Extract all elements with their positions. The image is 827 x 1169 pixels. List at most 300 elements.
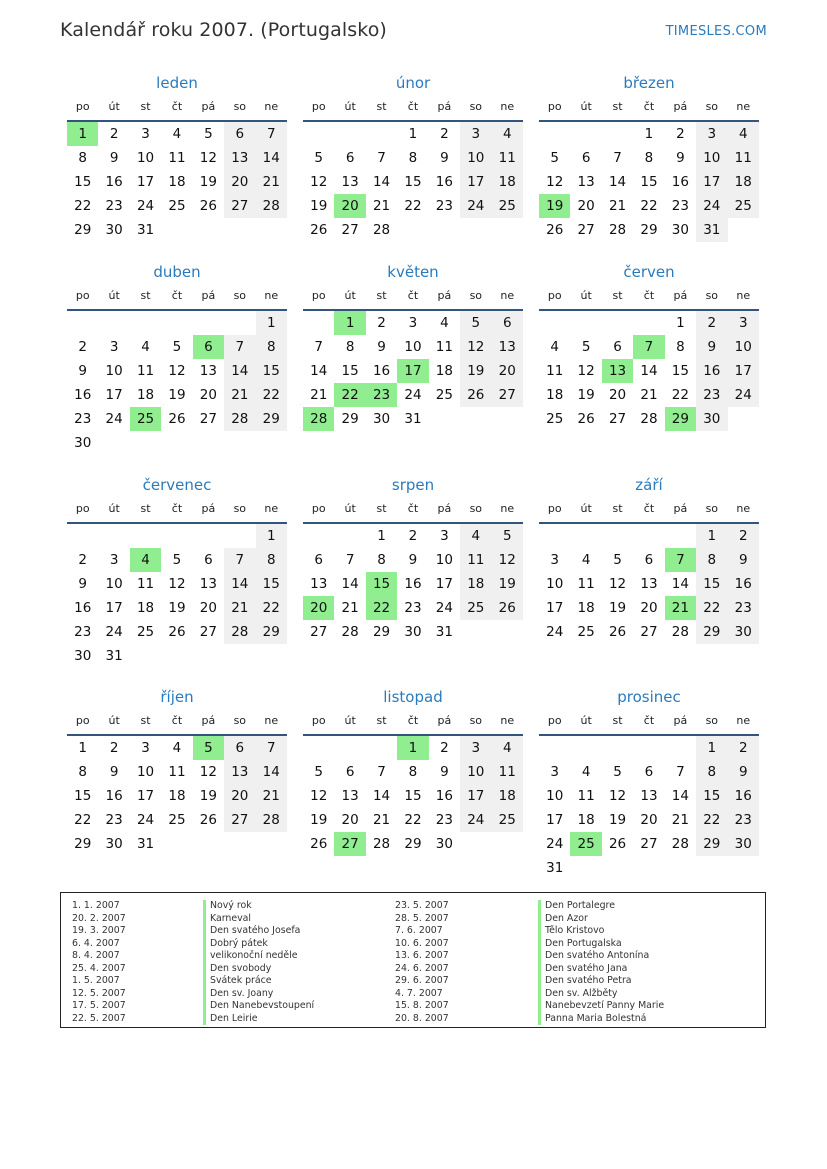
day-cell: 19 bbox=[608, 600, 627, 616]
day-cell: 24 bbox=[105, 411, 123, 427]
day-cell: 12 bbox=[608, 576, 627, 592]
day-cell: 13 bbox=[199, 363, 217, 379]
month-name: září bbox=[635, 476, 663, 494]
day-cell: 5 bbox=[581, 339, 591, 355]
day-cell: 5 bbox=[550, 150, 559, 166]
week-row bbox=[303, 524, 523, 548]
day-cell: 27 bbox=[199, 624, 217, 640]
weekday-label: ne bbox=[500, 502, 515, 515]
week-row bbox=[539, 548, 759, 572]
day-cell: 31 bbox=[105, 648, 123, 664]
weekday-label: út bbox=[108, 714, 120, 727]
week-row bbox=[303, 218, 523, 242]
empty-day-cell bbox=[334, 736, 365, 760]
empty-day-cell bbox=[193, 218, 224, 242]
weekday-label: po bbox=[311, 502, 326, 515]
day-cell: 16 bbox=[105, 174, 123, 190]
week-row bbox=[303, 311, 523, 335]
month-květen bbox=[303, 261, 523, 431]
day-cell: 1 bbox=[256, 524, 287, 548]
day-cell: 10 bbox=[546, 576, 564, 592]
day-cell: 20 bbox=[224, 170, 255, 194]
empty-day-cell bbox=[256, 431, 287, 455]
weekday-label: po bbox=[547, 502, 562, 515]
day-cell: 28 bbox=[341, 624, 359, 640]
day-cell: 11 bbox=[546, 363, 564, 379]
day-cell: 30 bbox=[728, 832, 759, 856]
empty-day-cell bbox=[633, 311, 664, 335]
weekday-label: pá bbox=[201, 502, 216, 515]
day-cell: 12 bbox=[577, 363, 595, 379]
holiday-date: 1. 1. 2007 bbox=[72, 900, 120, 911]
week-row bbox=[67, 335, 287, 359]
empty-day-cell bbox=[570, 856, 601, 880]
holiday-day-cell: 13 bbox=[602, 359, 633, 383]
empty-day-cell bbox=[539, 736, 570, 760]
empty-day-cell bbox=[98, 431, 129, 455]
day-cell: 20 bbox=[640, 600, 658, 616]
weekday-label: st bbox=[376, 714, 387, 727]
day-cell: 12 bbox=[310, 788, 328, 804]
week-row bbox=[67, 311, 287, 335]
empty-day-cell bbox=[193, 644, 224, 668]
week-row bbox=[539, 736, 759, 760]
day-cell: 24 bbox=[435, 600, 453, 616]
day-cell: 13 bbox=[492, 335, 523, 359]
weekday-header bbox=[539, 708, 759, 736]
day-cell: 11 bbox=[435, 339, 453, 355]
empty-day-cell bbox=[728, 218, 759, 242]
week-row bbox=[303, 784, 523, 808]
weekday-label: so bbox=[469, 100, 483, 113]
weekday-label: st bbox=[140, 289, 151, 302]
day-cell: 7 bbox=[613, 150, 622, 166]
holiday-name: Karneval bbox=[203, 913, 314, 926]
day-cell: 1 bbox=[377, 528, 386, 544]
day-cell: 21 bbox=[256, 170, 287, 194]
weekday-label: po bbox=[75, 502, 90, 515]
day-cell: 6 bbox=[345, 764, 355, 780]
empty-day-cell bbox=[492, 832, 523, 856]
weekday-label: so bbox=[233, 502, 247, 515]
day-cell: 10 bbox=[105, 363, 123, 379]
day-cell: 11 bbox=[460, 548, 491, 572]
holiday-day-cell: 10 bbox=[728, 335, 759, 359]
weekday-label: pá bbox=[673, 502, 688, 515]
empty-day-cell bbox=[602, 856, 633, 880]
day-cell: 31 bbox=[696, 218, 727, 242]
day-cell: 26 bbox=[168, 411, 186, 427]
holiday-day-cell: 8 bbox=[256, 335, 287, 359]
day-cell: 9 bbox=[78, 576, 87, 592]
day-cell: 3 bbox=[460, 736, 491, 760]
day-cell: 23 bbox=[105, 198, 123, 214]
empty-day-cell bbox=[130, 644, 161, 668]
empty-day-cell bbox=[161, 431, 192, 455]
day-cell: 23 bbox=[728, 808, 759, 832]
day-cell: 9 bbox=[440, 764, 449, 780]
day-cell: 22 bbox=[256, 383, 287, 407]
day-cell: 15 bbox=[341, 363, 359, 379]
day-cell: 31 bbox=[546, 860, 564, 876]
day-cell: 6 bbox=[345, 150, 355, 166]
weekday-label: út bbox=[344, 100, 356, 113]
month-leden bbox=[67, 72, 287, 242]
day-cell: 11 bbox=[577, 788, 595, 804]
day-cell: 10 bbox=[136, 150, 155, 166]
empty-day-cell bbox=[728, 856, 759, 880]
weekday-label: st bbox=[140, 714, 151, 727]
weekday-label: ne bbox=[500, 714, 515, 727]
day-cell: 16 bbox=[74, 387, 92, 403]
day-cell: 16 bbox=[105, 788, 123, 804]
month-září bbox=[539, 474, 759, 644]
holiday-name: Den svobody bbox=[203, 963, 314, 976]
empty-day-cell bbox=[633, 856, 664, 880]
day-cell: 9 bbox=[109, 150, 119, 166]
holiday-date: 25. 4. 2007 bbox=[72, 962, 126, 974]
week-row bbox=[539, 832, 759, 856]
month-name: červen bbox=[623, 263, 675, 281]
day-cell: 18 bbox=[460, 572, 491, 596]
empty-day-cell bbox=[224, 644, 255, 668]
empty-day-cell bbox=[67, 311, 98, 335]
day-cell: 19 bbox=[310, 198, 328, 214]
day-cell: 15 bbox=[640, 174, 658, 190]
weekday-label: so bbox=[469, 502, 483, 515]
day-cell: 11 bbox=[136, 363, 155, 379]
weekday-label: čt bbox=[407, 100, 419, 113]
day-cell: 16 bbox=[404, 576, 422, 592]
day-cell: 6 bbox=[644, 552, 654, 568]
empty-day-cell bbox=[665, 736, 696, 760]
weekday-header bbox=[539, 94, 759, 122]
weekday-label: čt bbox=[407, 289, 419, 302]
day-cell: 30 bbox=[372, 411, 391, 427]
weekday-label: út bbox=[108, 502, 120, 515]
weekday-label: út bbox=[344, 714, 356, 727]
week-row bbox=[67, 808, 287, 832]
holiday-date: 22. 5. 2007 bbox=[72, 1012, 126, 1024]
day-cell: 10 bbox=[460, 146, 491, 170]
day-cell: 28 bbox=[256, 808, 287, 832]
empty-day-cell bbox=[256, 218, 287, 242]
day-cell: 19 bbox=[199, 174, 217, 190]
day-cell: 28 bbox=[224, 407, 255, 431]
holiday-day-cell: 8 bbox=[696, 760, 727, 784]
day-cell: 6 bbox=[224, 736, 255, 760]
holiday-name: Svátek práce bbox=[203, 975, 314, 988]
empty-day-cell bbox=[303, 524, 334, 548]
week-row bbox=[303, 170, 523, 194]
day-cell: 22 bbox=[640, 198, 658, 214]
day-cell: 17 bbox=[728, 359, 759, 383]
holiday-date: 13. 6. 2007 bbox=[395, 950, 449, 961]
day-cell: 2 bbox=[377, 315, 386, 331]
day-cell: 28 bbox=[256, 194, 287, 218]
day-cell: 7 bbox=[256, 736, 287, 760]
weekday-label: út bbox=[580, 100, 592, 113]
day-cell: 22 bbox=[696, 596, 727, 620]
day-cell: 30 bbox=[74, 435, 92, 451]
empty-day-cell bbox=[256, 832, 287, 856]
day-cell: 7 bbox=[377, 764, 386, 780]
weekday-label: ne bbox=[500, 289, 515, 302]
day-cell: 25 bbox=[136, 624, 155, 640]
weekday-header bbox=[303, 94, 523, 122]
week-row bbox=[67, 431, 287, 455]
empty-day-cell bbox=[224, 431, 255, 455]
weekday-label: čt bbox=[643, 100, 655, 113]
day-cell: 26 bbox=[199, 812, 217, 828]
day-cell: 5 bbox=[492, 524, 523, 548]
day-cell: 30 bbox=[74, 648, 92, 664]
day-cell: 13 bbox=[640, 788, 658, 804]
day-cell: 9 bbox=[440, 150, 449, 166]
week-row bbox=[67, 407, 287, 431]
day-cell: 1 bbox=[78, 740, 87, 756]
week-row bbox=[539, 620, 759, 644]
holiday-day-cell: 21 bbox=[665, 596, 696, 620]
empty-day-cell bbox=[492, 620, 523, 644]
empty-day-cell bbox=[193, 431, 224, 455]
weekday-label: so bbox=[233, 289, 247, 302]
day-cell: 3 bbox=[109, 339, 119, 355]
week-row bbox=[539, 359, 759, 383]
day-cell: 26 bbox=[492, 596, 523, 620]
brand-link[interactable]: TIMESLES.COM bbox=[665, 24, 767, 39]
day-cell: 29 bbox=[74, 836, 92, 852]
day-cell: 14 bbox=[372, 788, 391, 804]
weekday-label: út bbox=[108, 100, 120, 113]
day-cell: 23 bbox=[728, 596, 759, 620]
day-cell: 3 bbox=[728, 311, 759, 335]
day-cell: 2 bbox=[78, 552, 87, 568]
day-cell: 3 bbox=[550, 552, 559, 568]
day-cell: 13 bbox=[224, 760, 255, 784]
day-cell: 17 bbox=[460, 170, 491, 194]
day-cell: 3 bbox=[141, 740, 150, 756]
empty-day-cell bbox=[161, 524, 192, 548]
empty-day-cell bbox=[224, 311, 255, 335]
empty-day-cell bbox=[570, 122, 601, 146]
day-cell: 25 bbox=[728, 194, 759, 218]
day-cell: 20 bbox=[608, 387, 627, 403]
week-row bbox=[67, 194, 287, 218]
month-srpen bbox=[303, 474, 523, 644]
day-cell: 17 bbox=[435, 576, 453, 592]
week-row bbox=[303, 620, 523, 644]
month-name: prosinec bbox=[617, 688, 681, 706]
day-cell: 13 bbox=[577, 174, 595, 190]
weekday-label: ne bbox=[264, 714, 279, 727]
empty-day-cell bbox=[130, 524, 161, 548]
day-cell: 25 bbox=[492, 194, 523, 218]
day-cell: 2 bbox=[696, 311, 727, 335]
day-cell: 27 bbox=[224, 194, 255, 218]
weekday-label: pá bbox=[201, 289, 216, 302]
holiday-name: Nový rok bbox=[203, 900, 314, 913]
day-cell: 2 bbox=[408, 528, 418, 544]
day-cell: 13 bbox=[341, 174, 359, 190]
day-cell: 25 bbox=[168, 812, 186, 828]
holiday-day-cell: 19 bbox=[539, 194, 570, 218]
day-cell: 11 bbox=[492, 760, 523, 784]
weekday-label: ne bbox=[264, 100, 279, 113]
day-cell: 4 bbox=[581, 764, 591, 780]
day-cell: 9 bbox=[408, 552, 418, 568]
day-cell: 21 bbox=[310, 387, 328, 403]
weekday-header bbox=[539, 496, 759, 524]
month-červen bbox=[539, 261, 759, 431]
day-cell: 17 bbox=[136, 174, 155, 190]
weekday-label: ne bbox=[736, 502, 751, 515]
day-cell: 22 bbox=[74, 198, 92, 214]
week-row bbox=[67, 524, 287, 548]
empty-day-cell bbox=[303, 736, 334, 760]
month-name: duben bbox=[153, 263, 201, 281]
day-cell: 18 bbox=[546, 387, 564, 403]
empty-day-cell bbox=[570, 311, 601, 335]
day-cell: 15 bbox=[74, 788, 92, 804]
day-cell: 8 bbox=[408, 150, 418, 166]
holiday-name: Den sv. Joany bbox=[203, 988, 314, 1001]
day-cell: 26 bbox=[199, 198, 217, 214]
weekday-header bbox=[539, 283, 759, 311]
empty-day-cell bbox=[98, 311, 129, 335]
holiday-day-cell: 12 bbox=[460, 335, 491, 359]
day-cell: 23 bbox=[74, 411, 92, 427]
day-cell: 6 bbox=[581, 150, 591, 166]
day-cell: 25 bbox=[546, 411, 564, 427]
week-row bbox=[67, 218, 287, 242]
day-cell: 26 bbox=[310, 222, 328, 238]
month-březen bbox=[539, 72, 759, 242]
day-cell: 24 bbox=[136, 198, 155, 214]
day-cell: 20 bbox=[199, 387, 217, 403]
day-cell: 10 bbox=[404, 339, 422, 355]
empty-day-cell bbox=[539, 311, 570, 335]
empty-day-cell bbox=[460, 407, 491, 431]
day-cell: 20 bbox=[640, 812, 658, 828]
day-cell: 16 bbox=[696, 359, 727, 383]
day-cell: 24 bbox=[105, 624, 123, 640]
holiday-day-cell: 15 bbox=[696, 572, 727, 596]
day-cell: 31 bbox=[435, 624, 453, 640]
day-cell: 28 bbox=[372, 222, 391, 238]
week-row bbox=[303, 122, 523, 146]
day-cell: 13 bbox=[310, 576, 328, 592]
day-cell: 22 bbox=[404, 812, 422, 828]
weekday-label: st bbox=[376, 289, 387, 302]
day-cell: 16 bbox=[435, 174, 453, 190]
empty-day-cell bbox=[397, 218, 428, 242]
week-row bbox=[539, 170, 759, 194]
day-cell: 14 bbox=[256, 146, 287, 170]
week-row bbox=[303, 407, 523, 431]
month-říjen bbox=[67, 686, 287, 856]
weekday-label: út bbox=[580, 289, 592, 302]
empty-day-cell bbox=[161, 644, 192, 668]
day-cell: 13 bbox=[199, 576, 217, 592]
day-cell: 21 bbox=[224, 596, 255, 620]
empty-day-cell bbox=[429, 407, 460, 431]
week-row bbox=[303, 760, 523, 784]
day-cell: 14 bbox=[256, 760, 287, 784]
weekday-label: út bbox=[580, 714, 592, 727]
weekday-label: ne bbox=[736, 714, 751, 727]
day-cell: 7 bbox=[224, 548, 255, 572]
month-name: červenec bbox=[142, 476, 212, 494]
holiday-names-col-2 bbox=[538, 900, 664, 1025]
day-cell: 5 bbox=[204, 126, 213, 142]
holiday-date: 24. 6. 2007 bbox=[395, 962, 449, 974]
day-cell: 29 bbox=[404, 836, 422, 852]
day-cell: 6 bbox=[224, 122, 255, 146]
day-cell: 11 bbox=[168, 150, 186, 166]
month-name: říjen bbox=[160, 688, 194, 706]
empty-day-cell bbox=[696, 856, 727, 880]
weekday-header bbox=[67, 708, 287, 736]
day-cell: 14 bbox=[341, 576, 359, 592]
day-cell: 18 bbox=[577, 812, 595, 828]
day-cell: 27 bbox=[310, 624, 328, 640]
holiday-names-col-1 bbox=[203, 900, 314, 1025]
day-cell: 15 bbox=[256, 359, 287, 383]
day-cell: 30 bbox=[404, 624, 422, 640]
week-row bbox=[67, 548, 287, 572]
day-cell: 4 bbox=[550, 339, 559, 355]
holiday-date: 20. 2. 2007 bbox=[72, 912, 126, 924]
holiday-date: 1. 5. 2007 bbox=[72, 975, 120, 986]
empty-day-cell bbox=[67, 524, 98, 548]
day-cell: 5 bbox=[314, 150, 323, 166]
holiday-dates-col-2 bbox=[395, 900, 449, 1025]
empty-day-cell bbox=[161, 218, 192, 242]
empty-day-cell bbox=[728, 407, 759, 431]
empty-day-cell bbox=[256, 644, 287, 668]
day-cell: 6 bbox=[314, 552, 323, 568]
day-cell: 6 bbox=[613, 339, 622, 355]
day-cell: 13 bbox=[224, 146, 255, 170]
week-row bbox=[539, 596, 759, 620]
day-cell: 11 bbox=[728, 146, 759, 170]
holiday-day-cell: 7 bbox=[633, 335, 664, 359]
day-cell: 10 bbox=[136, 764, 155, 780]
week-row bbox=[67, 572, 287, 596]
empty-day-cell bbox=[303, 122, 334, 146]
day-cell: 22 bbox=[696, 808, 727, 832]
week-row bbox=[539, 311, 759, 335]
weekday-label: po bbox=[75, 100, 90, 113]
empty-day-cell bbox=[366, 122, 397, 146]
holiday-day-cell: 1 bbox=[397, 736, 428, 760]
holiday-name: Den svatého Antonína bbox=[538, 950, 664, 963]
week-row bbox=[539, 407, 759, 431]
day-cell: 9 bbox=[696, 335, 727, 359]
day-cell: 12 bbox=[168, 363, 186, 379]
day-cell: 25 bbox=[577, 624, 595, 640]
day-cell: 27 bbox=[492, 383, 523, 407]
day-cell: 5 bbox=[613, 764, 622, 780]
week-row bbox=[67, 122, 287, 146]
holiday-day-cell: 25 bbox=[130, 407, 161, 431]
day-cell: 25 bbox=[492, 808, 523, 832]
holiday-date: 10. 6. 2007 bbox=[395, 937, 449, 949]
day-cell: 22 bbox=[256, 596, 287, 620]
month-únor bbox=[303, 72, 523, 242]
day-cell: 12 bbox=[608, 788, 627, 804]
